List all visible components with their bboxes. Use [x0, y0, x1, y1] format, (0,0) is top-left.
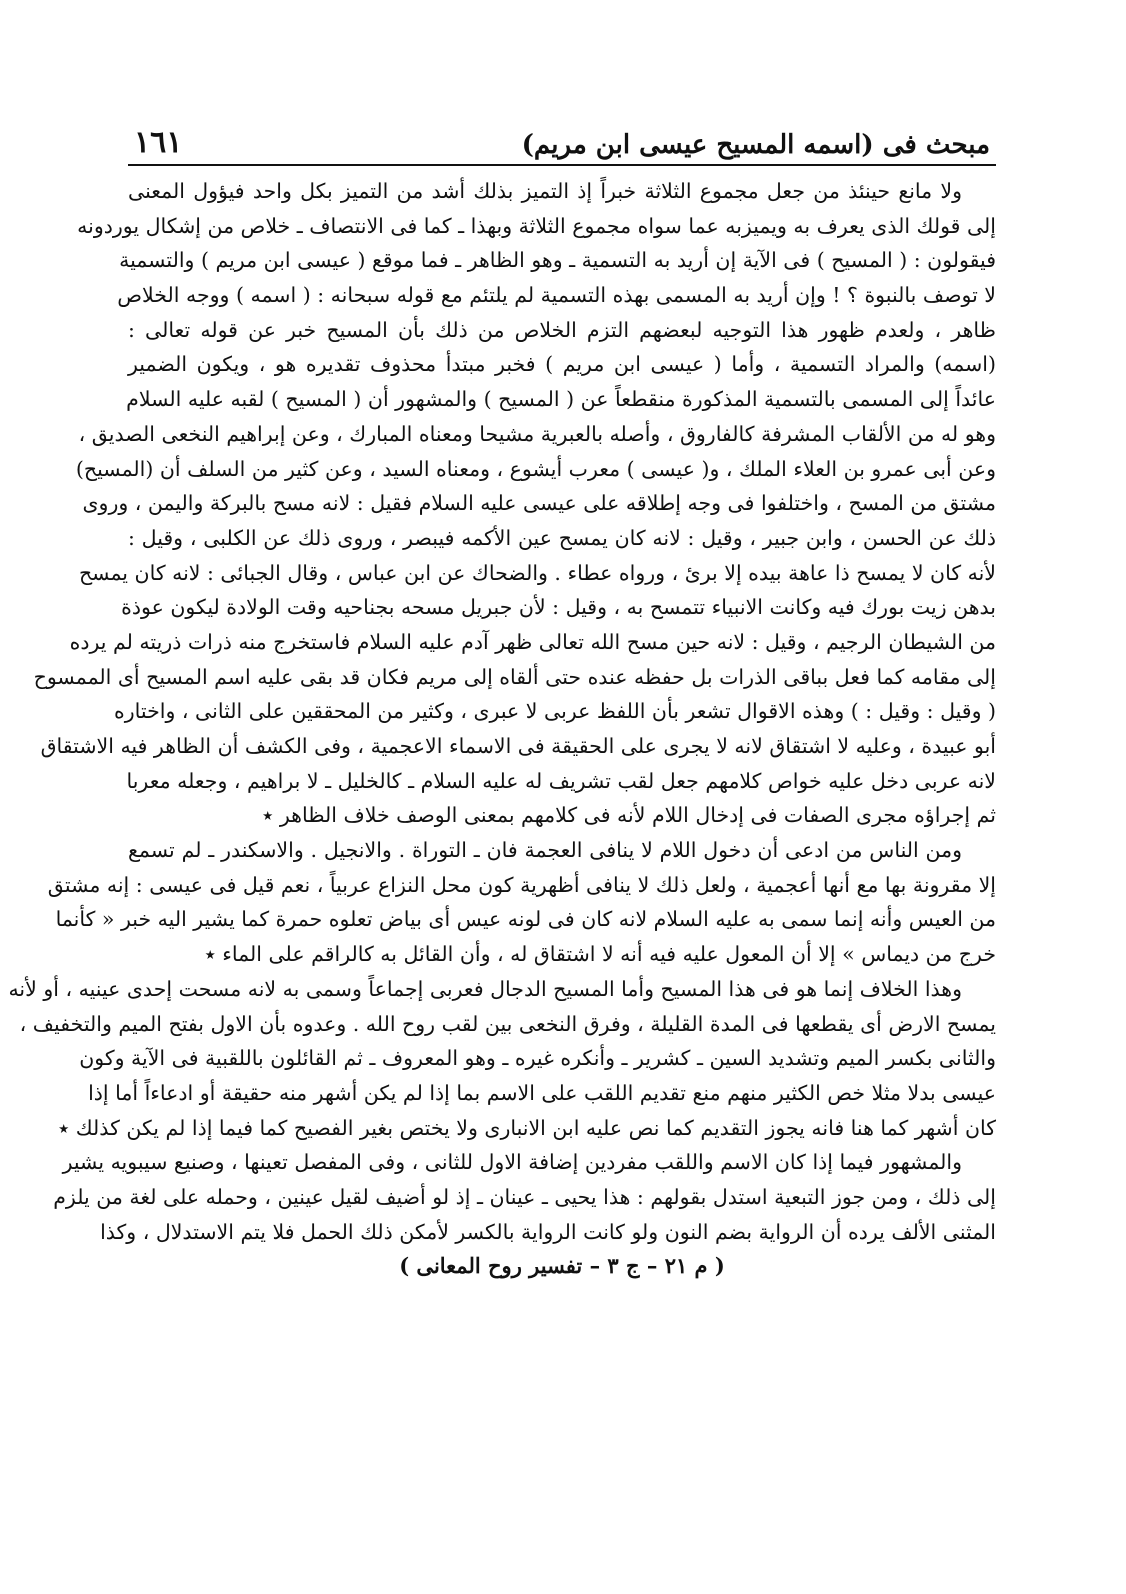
text-line: ظاهر ، ولعدم ظهور هذا التوجيه لبعضهم التزم الخلاص من ذلك بأن المسيح خبر عن قوله تعالى : — [128, 317, 996, 342]
text-line: فيقولون : ( المسيح ) فى الآية إن أريد به التسمية ـ وهو الظاهر ـ فما موقع ( عيسى ابن مريم ) والتسمية — [119, 248, 996, 273]
page-footer: ( م ٢١ – ج ٣ – تفسير روح المعانى ) — [399, 1253, 725, 1279]
text-line: لانه عربى دخل عليه خواص كلامهم جعل لقب تشريف له عليه السلام ـ كالخليل ـ لا براهيم ، وجعله معربا — [126, 768, 996, 793]
text-line: ثم إجراؤه مجرى الصفات فى إدخال اللام لأنه فى كلامهم بمعنى الوصف خلاف الظاهر ٭ — [262, 803, 996, 828]
text-line: والمشهور فيما إذا كان الاسم واللقب مفردين إضافة الاول للثانى ، وفى المفصل تعينها ، وصنيع سيبويه يشير — [62, 1150, 962, 1175]
text-line: عيسى بدلا مثلا خص الكثير منهم منع تقديم اللقب على الاسم بما إذا لم يكن أشهر منه حقيقة أو ادعاءاً أما إذا — [88, 1080, 996, 1105]
text-line: بدهن زيت بورك فيه وكانت الانبياء تتمسح به ، وقيل : لأن جبريل مسحه بجناحيه وقت الولادة ليكون عوذة — [121, 595, 996, 620]
text-line: إلى قولك الذى يعرف به ويميزبه عما سواه مجموع الثلاثة وبهذا ـ كما فى الانتصاف ـ خلاص من إشكال يوردونه — [77, 213, 996, 238]
text-line: من العيس وأنه إنما سمى به عليه السلام لانه كان فى لونه عيس أى بياض تعلوه حمرة كما يشير اليه خبر « كأنما — [55, 907, 996, 932]
text-line: وهو له من الألقاب المشرفة كالفاروق ، وأصله بالعبرية مشيحا ومعناه المبارك ، وعن إبراهيم النخعى الصديق ، — [78, 421, 996, 446]
text-line: وهذا الخلاف إنما هو فى هذا المسيح وأما المسيح الدجال فعربى إجماعاً وسمى به لانه مسحت إحدى عينيه ، أو لأنه — [8, 976, 962, 1001]
text-line: كان أشهر كما هنا فانه يجوز التقديم كما نص عليه ابن الانبارى ولا يختص بغير الفصيح كما فيما إذا لم يكن كذلك ٭ — [58, 1115, 996, 1140]
text-line: ولا مانع حينئذ من جعل مجموع الثلاثة خبراً إذ التميز بذلك أشد من التميز بكل واحد فيؤول المعنى — [128, 179, 962, 203]
text-line: (اسمه) والمراد التسمية ، وأما ( عيسى ابن مريم ) فخبر مبتدأ محذوف تقديره هو ، ويكون الضمير — [128, 352, 996, 377]
text-line: يمسح الارض أى يقطعها فى المدة القليلة ، وفرق النخعى بين لقب روح الله . وعدوه بأن الاول بفتح الميم والتخفيف ، — [19, 1011, 996, 1036]
running-title: مبحث فى (اسمه المسيح عيسى ابن مريم) — [521, 130, 990, 160]
text-line: والثانى بكسر الميم وتشديد السين ـ كشرير ـ وأنكره غيره ـ وهو المعروف ـ ثم القائلون باللقبية فى الآية وكون — [79, 1046, 996, 1071]
text-body — [8, 174, 996, 1249]
text-line: ذلك عن الحسن ، وابن جبير ، وقيل : لانه كان يمسح عين الأكمه فيبصر ، وروى ذلك عن الكلبى ، وقيل : — [128, 525, 996, 550]
text-line: ( وقيل : وقيل : ) وهذه الاقوال تشعر بأن اللفظ عربى لا عبرى ، وكثير من المحققين على الثانى ، واختاره — [114, 699, 996, 724]
page-header — [128, 118, 996, 166]
text-line: ومن الناس من ادعى أن دخول اللام لا ينافى العجمة فان ـ التوراة . والانجيل . والاسكندر ـ لم تسمع — [128, 838, 962, 863]
text-line: من الشيطان الرجيم ، وقيل : لانه حين مسح الله تعالى ظهر آدم عليه السلام فاستخرج منه ذرات ذريته لم يرده — [69, 629, 996, 654]
text-line: إلى مقامه كما فعل بباقى الذرات بل حفظه عنده حتى ألقاه إلى مريم فكان قد بقى عليه اسم المسيح أى الممسوح — [33, 664, 996, 689]
text-line: إلا مقرونة بها مع أنها أعجمية ، ولعل ذلك لا ينافى أظهرية كون محل النزاع عربياً ، نعم قيل فى عيسى : إنه مشتق — [47, 872, 996, 897]
page-number: ١٦١ — [134, 125, 183, 160]
text-line: لا توصف بالنبوة ؟ ! وإن أريد به المسمى بهذه التسمية لم يلتئم مع قوله سبحانه : ( اسمه ) ووجه الخلاص — [117, 283, 996, 308]
text-line: أبو عبيدة ، وعليه لا اشتقاق لانه لا يجرى على الحقيقة فى الاسماء الاعجمية ، وفى الكشف أن الظاهر فيه الاشتقاق — [40, 734, 996, 758]
text-line: وعن أبى عمرو بن العلاء الملك ، و( عيسى ) معرب أيشوع ، ومعناه السيد ، وعن كثير من السلف أن (المسيح) — [75, 456, 996, 481]
text-line: مشتق من المسح ، واختلفوا فى وجه إطلاقه على عيسى عليه السلام فقيل : لانه مسح بالبركة واليمن ، وروى — [82, 491, 996, 516]
text-line: إلى ذلك ، ومن جوز التبعية استدل بقولهم : هذا يحيى ـ عينان ـ إذ لو أضيف لقيل عينين ، وحمله على لغة من يلزم — [53, 1184, 996, 1209]
text-line: لأنه كان لا يمسح ذا عاهة بيده إلا برئ ، ورواه عطاء . والضحاك عن ابن عباس ، وقال الجبائى : لانه كان يمسح — [78, 560, 996, 585]
text-line: عائداً إلى المسمى بالتسمية المذكورة منقطعاً عن ( المسيح ) والمشهور أن ( المسيح ) لقبه عليه السلام — [126, 387, 996, 412]
text-line: خرج من ديماس » إلا أن المعول عليه فيه أنه لا اشتقاق له ، وأن القائل به كالراقم على الماء ٭ — [204, 942, 996, 967]
text-line: المثنى الألف يرده أن الرواية بضم النون ولو كانت الرواية بالكسر لأمكن ذلك الحمل فلا يتم الاستدلال ، وكذا — [100, 1219, 996, 1244]
